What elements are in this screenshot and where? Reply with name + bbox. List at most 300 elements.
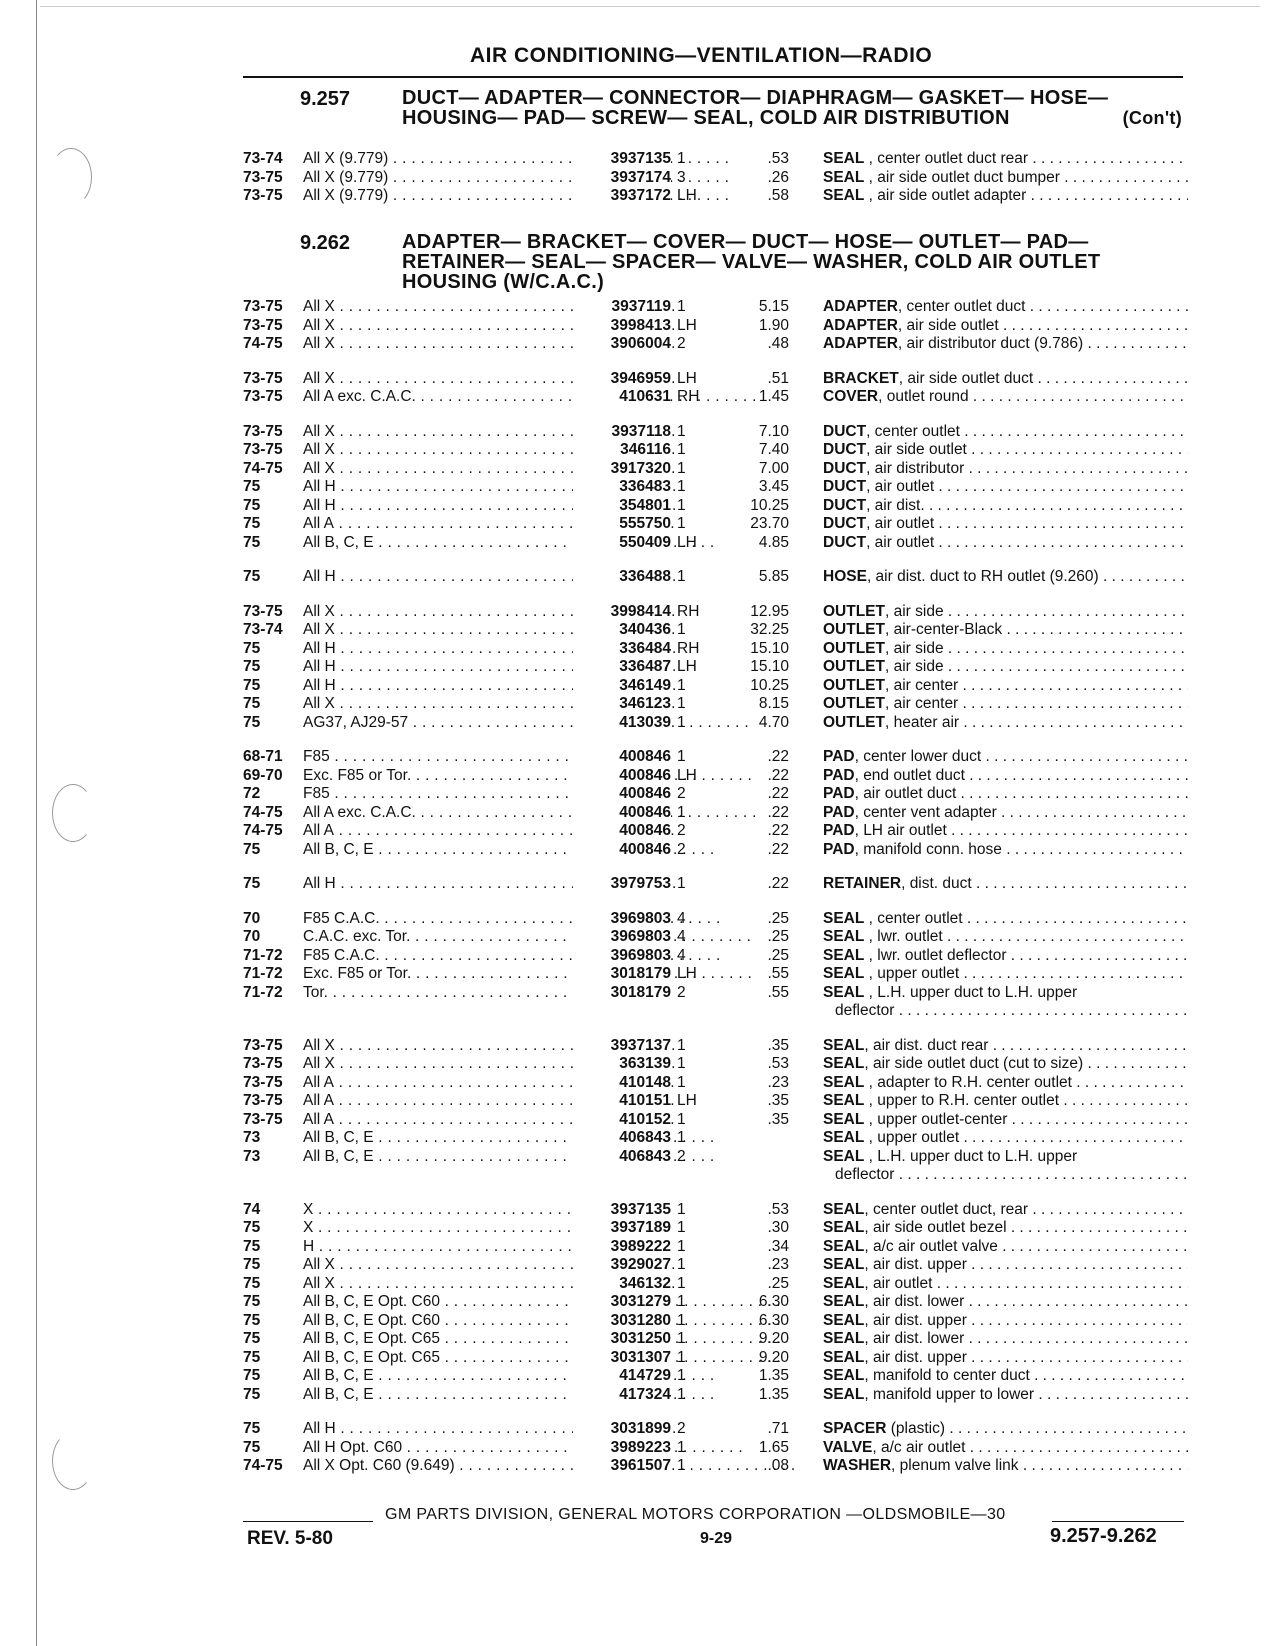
part-description — [823, 603, 1188, 622]
parts-row — [243, 1386, 1188, 1405]
part-description — [823, 640, 1188, 659]
section-9-257-heading — [300, 88, 1180, 132]
model-year: 71-72 — [243, 946, 283, 964]
part-number: 3031899 — [573, 1420, 671, 1439]
parts-row — [243, 1219, 1188, 1238]
model-applicability: All A . . . — [303, 1092, 803, 1111]
parts-row — [243, 1439, 1188, 1458]
quantity: 1 — [677, 875, 686, 892]
quantity: 1 — [677, 803, 686, 821]
part-description — [823, 1293, 1188, 1312]
part-description — [823, 1457, 1188, 1476]
part-name: DUCT — [823, 422, 867, 440]
section-title — [402, 232, 1182, 292]
parts-row — [243, 1238, 1188, 1257]
quantity: 1 — [677, 695, 686, 712]
part-detail: , manifold conn. hose . . . — [855, 841, 1188, 858]
price: .25 — [767, 946, 789, 964]
quantity: 1 — [677, 1073, 686, 1091]
price: 9.20 — [758, 1330, 789, 1347]
part-name: PAD — [823, 766, 855, 784]
model-applicability: All X . . . — [303, 621, 803, 640]
quantity: 2 — [677, 822, 686, 839]
model-year: 75 — [243, 1293, 261, 1310]
model-applicability: C.A.C. exc. Tor. . . . — [303, 928, 803, 947]
part-name: DUCT — [823, 533, 867, 551]
price: 6.30 — [758, 1293, 789, 1310]
price: 9.20 — [758, 1348, 789, 1366]
part-name: SEAL — [823, 1274, 865, 1292]
parts-row — [243, 1457, 1188, 1476]
model-year: 75 — [243, 639, 261, 657]
part-name: OUTLET — [823, 602, 885, 620]
part-number: 3018179 — [573, 965, 671, 984]
parts-row — [243, 748, 1188, 767]
part-number: 410631 — [573, 388, 671, 407]
parts-row — [243, 1148, 1188, 1185]
model-year: 75 — [243, 676, 261, 694]
footer-division: GM PARTS DIVISION, GENERAL MOTORS CORPORATION —OLDSMOBILE—30 — [385, 1506, 1006, 1523]
parts-row — [243, 298, 1188, 317]
quantity: 1 — [677, 496, 686, 514]
part-detail: , center outlet duct . . . — [898, 298, 1188, 315]
model-applicability: Tor. . . . — [303, 984, 803, 1003]
model-applicability: All B, C, E Opt. C65 . . . — [303, 1349, 803, 1368]
part-number: 555750 — [573, 515, 671, 534]
parts-row — [243, 423, 1188, 442]
part-name: SEAL — [823, 1311, 865, 1329]
parts-row — [243, 497, 1188, 516]
part-number: 336484 — [573, 640, 671, 659]
group-spacer — [243, 1021, 1188, 1037]
part-number: 406843 — [573, 1148, 671, 1167]
part-detail: , air distributor duct (9.786) . . . — [898, 335, 1188, 352]
part-number: 3946959 — [573, 370, 671, 389]
quantity: RH — [677, 388, 700, 405]
part-detail: , air outlet . . . — [866, 534, 1188, 551]
price: .58 — [767, 187, 789, 204]
model-applicability: All X . . . — [303, 423, 803, 442]
part-name: SEAL — [823, 1129, 865, 1146]
parts-row — [243, 478, 1188, 497]
model-year: 75 — [243, 568, 261, 585]
part-number: 3031307 — [573, 1349, 671, 1368]
part-description — [823, 1037, 1188, 1056]
model-year: 75 — [243, 1367, 261, 1384]
model-applicability: All A . . . — [303, 515, 803, 534]
part-detail: , center outlet . . . — [866, 423, 1188, 440]
section-9-262-heading — [300, 232, 1180, 296]
part-description — [823, 1219, 1188, 1238]
part-name: OUTLET — [823, 713, 885, 731]
price: 10.25 — [750, 496, 789, 514]
part-description — [823, 910, 1188, 929]
quantity: 1 — [677, 1256, 686, 1273]
part-name: PAD — [823, 840, 855, 858]
quantity: 1 — [677, 1274, 686, 1292]
parts-row — [243, 875, 1188, 894]
part-detail: , air dist. upper . . . — [864, 1312, 1188, 1329]
footer-revision: REV. 5-80 — [247, 1528, 333, 1549]
model-year: 73-75 — [243, 1055, 283, 1072]
part-detail: , air side outlet . . . — [866, 441, 1188, 458]
parts-row — [243, 910, 1188, 929]
part-number: 346149 — [573, 677, 671, 696]
parts-row — [243, 947, 1188, 966]
part-number: 3937135 — [573, 1201, 671, 1220]
model-year: 73-75 — [243, 369, 283, 387]
model-year: 71-72 — [243, 983, 283, 1001]
group-spacer — [243, 859, 1188, 875]
part-name: SEAL — [823, 983, 865, 1001]
model-applicability: F85 . . . — [303, 748, 803, 767]
quantity: 1 — [677, 1311, 686, 1329]
part-detail: , air side outlet adapter . . . — [864, 187, 1188, 204]
quantity: 2 — [677, 785, 686, 802]
part-number: 340436 — [573, 621, 671, 640]
price: .25 — [767, 1274, 789, 1292]
parts-row — [243, 1256, 1188, 1275]
model-applicability: All X . . . — [303, 1275, 803, 1294]
part-description — [823, 497, 1188, 516]
price: 32.25 — [750, 621, 789, 638]
quantity: LH — [677, 658, 697, 675]
quantity: LH — [677, 316, 697, 334]
part-detail: , air-center-Black . . . — [885, 621, 1188, 638]
quantity: 1 — [677, 1036, 686, 1054]
part-name: SEAL — [823, 1367, 865, 1384]
quantity: 1 — [677, 568, 686, 585]
part-detail: , air dist. . . . — [866, 497, 1188, 514]
parts-row — [243, 785, 1188, 804]
part-name: PAD — [823, 822, 855, 839]
model-applicability: All H . . . — [303, 478, 803, 497]
parts-row — [243, 984, 1188, 1021]
price: .22 — [767, 766, 789, 784]
part-description — [823, 984, 1188, 1003]
part-detail: , a/c air outlet valve . . . — [864, 1238, 1188, 1255]
part-detail: , adapter to R.H. center outlet . . . — [864, 1074, 1188, 1091]
price: 4.85 — [758, 533, 789, 551]
part-detail: , air center . . . — [885, 695, 1188, 712]
model-applicability: All B, C, E . . . — [303, 534, 803, 553]
model-year: 75 — [243, 875, 261, 892]
quantity: 1 — [677, 1110, 686, 1128]
part-number: 3917320 — [573, 460, 671, 479]
model-applicability: All B, C, E Opt. C60 . . . — [303, 1293, 803, 1312]
parts-row — [243, 150, 1188, 169]
quantity: LH — [677, 187, 697, 204]
quantity: 1 — [677, 621, 686, 638]
parts-row — [243, 714, 1188, 733]
section-9-262-parts-list — [243, 298, 1188, 1476]
model-year: 75 — [243, 478, 261, 495]
part-name: OUTLET — [823, 658, 885, 675]
quantity: LH — [677, 369, 697, 387]
quantity: 1 — [677, 1129, 686, 1146]
part-number: 3937119 — [573, 298, 671, 317]
model-applicability: All H Opt. C60 . . . — [303, 1439, 803, 1458]
part-description — [823, 423, 1188, 442]
part-description — [823, 928, 1188, 947]
model-year: 74 — [243, 1200, 261, 1218]
price: .26 — [767, 168, 789, 186]
part-description — [823, 1349, 1188, 1368]
part-description — [823, 150, 1188, 169]
price: .23 — [767, 1073, 789, 1091]
quantity: RH — [677, 639, 700, 657]
parts-row — [243, 965, 1188, 984]
quantity: 1 — [677, 1330, 686, 1347]
model-applicability: All B, C, E Opt. C65 . . . — [303, 1330, 803, 1349]
part-description — [823, 841, 1188, 860]
parts-row — [243, 317, 1188, 336]
part-name: SEAL — [823, 1330, 865, 1347]
quantity: 1 — [677, 1367, 686, 1384]
part-name: SEAL — [823, 1147, 865, 1165]
price: 8.15 — [758, 695, 789, 712]
model-year: 74-75 — [243, 822, 283, 839]
price: 23.70 — [750, 515, 789, 532]
model-year: 73-74 — [243, 150, 283, 167]
price: 1.45 — [758, 388, 789, 405]
model-applicability: All H . . . — [303, 677, 803, 696]
parts-row — [243, 1330, 1188, 1349]
price: .34 — [767, 1237, 789, 1255]
model-year: 73-75 — [243, 298, 283, 315]
model-applicability: All H . . . — [303, 640, 803, 659]
parts-row — [243, 640, 1188, 659]
part-detail: , air dist. duct rear . . . — [864, 1037, 1188, 1054]
price: 1.65 — [758, 1438, 789, 1456]
part-detail: , air side outlet duct bumper . . . — [864, 169, 1188, 186]
price: .35 — [767, 1036, 789, 1054]
part-detail: , manifold to center duct . . . — [864, 1367, 1188, 1384]
parts-row — [243, 1129, 1188, 1148]
price: .25 — [767, 928, 789, 945]
model-applicability: All X . . . — [303, 460, 803, 479]
parts-row — [243, 534, 1188, 553]
model-year: 73-75 — [243, 422, 283, 440]
part-number: 400846 — [573, 804, 671, 823]
part-name: SEAL — [823, 1110, 865, 1128]
parts-row — [243, 1293, 1188, 1312]
model-applicability: All X (9.779) . . . — [303, 187, 803, 206]
part-description — [823, 1111, 1188, 1130]
continued-text: deflector . . . — [835, 1166, 1188, 1183]
price: 7.00 — [758, 459, 789, 477]
quantity: 1 — [677, 1457, 686, 1474]
part-detail: , lwr. outlet deflector . . . — [864, 947, 1188, 964]
part-name: DUCT — [823, 459, 867, 477]
parts-row — [243, 804, 1188, 823]
part-name: ADAPTER — [823, 335, 898, 352]
quantity: 1 — [677, 1385, 686, 1403]
model-applicability: All B, C, E . . . — [303, 841, 803, 860]
part-description — [823, 965, 1188, 984]
part-number: 3937189 — [573, 1219, 671, 1238]
part-detail: , L.H. upper duct to L.H. upper — [864, 983, 1078, 1001]
model-year: 75 — [243, 496, 261, 514]
section-title-line: DUCT— ADAPTER— CONNECTOR— DIAPHRAGM— GASKET— HOSE— — [402, 87, 1109, 109]
model-year: 71-72 — [243, 965, 283, 982]
model-applicability: All X . . . — [303, 317, 803, 336]
part-detail: , air side outlet . . . — [898, 317, 1188, 334]
price: 1.35 — [758, 1385, 789, 1403]
quantity: 1 — [677, 1293, 686, 1310]
section-title-line: ADAPTER— BRACKET— COVER— DUCT— HOSE— OUTLET— PAD— — [402, 231, 1089, 253]
section-9-257-parts-list — [243, 150, 1188, 206]
parts-row — [243, 1037, 1188, 1056]
part-number: 3031279 — [573, 1293, 671, 1312]
quantity: 1 — [677, 441, 686, 458]
quantity: 2 — [677, 335, 686, 352]
model-year: 73-75 — [243, 441, 283, 458]
part-name: PAD — [823, 748, 855, 765]
part-number: 3969803 — [573, 928, 671, 947]
part-name: SEAL — [823, 946, 865, 964]
part-description — [823, 1055, 1188, 1074]
part-detail: , a/c air outlet . . . — [872, 1439, 1188, 1456]
part-detail: , heater air . . . — [885, 714, 1188, 731]
model-year: 75 — [243, 1256, 261, 1273]
model-applicability: AG37, AJ29-57 . . . — [303, 714, 803, 733]
part-description — [823, 478, 1188, 497]
model-applicability: X . . . — [303, 1201, 803, 1220]
parts-row — [243, 441, 1188, 460]
model-year: 73-75 — [243, 602, 283, 620]
part-detail: , air side outlet duct . . . — [899, 370, 1188, 387]
part-name: PAD — [823, 803, 855, 821]
model-year: 75 — [243, 1274, 261, 1292]
model-applicability: All H . . . — [303, 1420, 803, 1439]
part-number: 410151 — [573, 1092, 671, 1111]
part-description — [823, 804, 1188, 823]
model-applicability: All X . . . — [303, 1037, 803, 1056]
footer-rule — [243, 1521, 373, 1522]
part-name: SEAL — [823, 1092, 865, 1109]
part-description — [823, 947, 1188, 966]
parts-row — [243, 515, 1188, 534]
part-name: HOSE — [823, 568, 867, 585]
model-applicability: All H . . . — [303, 875, 803, 894]
model-year: 73-75 — [243, 1036, 283, 1054]
model-applicability: All A exc. C.A.C. . . . — [303, 804, 803, 823]
model-year: 74-75 — [243, 1457, 283, 1474]
part-description — [823, 1439, 1188, 1458]
model-year: 75 — [243, 1330, 261, 1347]
quantity: 1 — [677, 1055, 686, 1072]
part-description — [823, 1330, 1188, 1349]
price: 7.40 — [758, 441, 789, 458]
part-description — [823, 317, 1188, 336]
part-number: 410152 — [573, 1111, 671, 1130]
price: .22 — [767, 803, 789, 821]
continued-label: (Con't) — [1122, 108, 1182, 128]
model-applicability: F85 C.A.C. . . . — [303, 947, 803, 966]
price: 7.10 — [758, 422, 789, 440]
part-detail: , air side outlet duct (cut to size) . . . — [864, 1055, 1188, 1072]
quantity: 1 — [677, 1200, 686, 1218]
part-number: 3937174 — [573, 169, 671, 188]
model-applicability: All A . . . — [303, 1111, 803, 1130]
model-applicability: All A exc. C.A.C. . . . — [303, 388, 803, 407]
parts-row — [243, 1420, 1188, 1439]
part-number: 400846 — [573, 785, 671, 804]
part-number: 336488 — [573, 568, 671, 587]
part-number: 400846 — [573, 841, 671, 860]
part-description — [823, 1074, 1188, 1093]
part-number: 3998413 — [573, 317, 671, 336]
continued-text: deflector . . . — [835, 1002, 1188, 1019]
price: .22 — [767, 748, 789, 765]
section-title-line: HOUSING— PAD— SCREW— SEAL, COLD AIR DISTRIBUTION (Con't) — [402, 107, 1182, 129]
header-rule — [243, 76, 1183, 78]
part-number: 3998414 — [573, 603, 671, 622]
part-name: DUCT — [823, 496, 867, 514]
price: .71 — [767, 1420, 789, 1437]
price: .48 — [767, 335, 789, 352]
part-number: 400846 — [573, 822, 671, 841]
part-detail: , center outlet duct rear . . . — [864, 150, 1188, 167]
quantity: 1 — [677, 1438, 686, 1456]
part-description — [823, 460, 1188, 479]
parts-row — [243, 695, 1188, 714]
part-description — [823, 621, 1188, 640]
model-year: 75 — [243, 515, 261, 532]
price: 10.25 — [750, 676, 789, 694]
part-detail: , upper to R.H. center outlet . . . — [864, 1092, 1188, 1109]
group-spacer — [243, 894, 1188, 910]
part-number: 346116 — [573, 441, 671, 460]
quantity: 4 — [677, 928, 686, 945]
part-description — [823, 534, 1188, 553]
binder-hole-top — [50, 148, 92, 206]
part-detail: , air distributor . . . — [866, 460, 1188, 477]
model-year: 74-75 — [243, 803, 283, 821]
model-year: 75 — [243, 1237, 261, 1255]
part-description — [823, 1201, 1188, 1220]
part-description — [823, 1148, 1188, 1167]
model-applicability: All H . . . — [303, 497, 803, 516]
price: .35 — [767, 1092, 789, 1109]
part-description — [823, 335, 1188, 354]
price: 15.10 — [750, 639, 789, 657]
part-number: 410148 — [573, 1074, 671, 1093]
part-number: 417324 — [573, 1386, 671, 1405]
model-year: 70 — [243, 909, 261, 927]
quantity: 2 — [677, 1147, 686, 1165]
part-name: OUTLET — [823, 676, 885, 694]
footer-section-range: 9.257-9.262 — [1050, 1525, 1157, 1547]
part-detail: , air outlet . . . — [866, 478, 1188, 495]
quantity: 1 — [677, 150, 686, 167]
section-number: 9.257 — [300, 88, 351, 110]
part-number: 3031280 — [573, 1312, 671, 1331]
part-detail: , air outlet . . . — [866, 515, 1188, 532]
part-name: DUCT — [823, 478, 867, 495]
price: .55 — [767, 983, 789, 1001]
part-number: 3969803 — [573, 910, 671, 929]
part-description-continued — [835, 1166, 1188, 1185]
part-number: 3937172 — [573, 187, 671, 206]
part-number: 3937135 — [573, 150, 671, 169]
quantity: 1 — [677, 1237, 686, 1255]
parts-row — [243, 677, 1188, 696]
part-description — [823, 568, 1188, 587]
model-applicability: All B, C, E . . . — [303, 1386, 803, 1405]
part-description — [823, 875, 1188, 894]
